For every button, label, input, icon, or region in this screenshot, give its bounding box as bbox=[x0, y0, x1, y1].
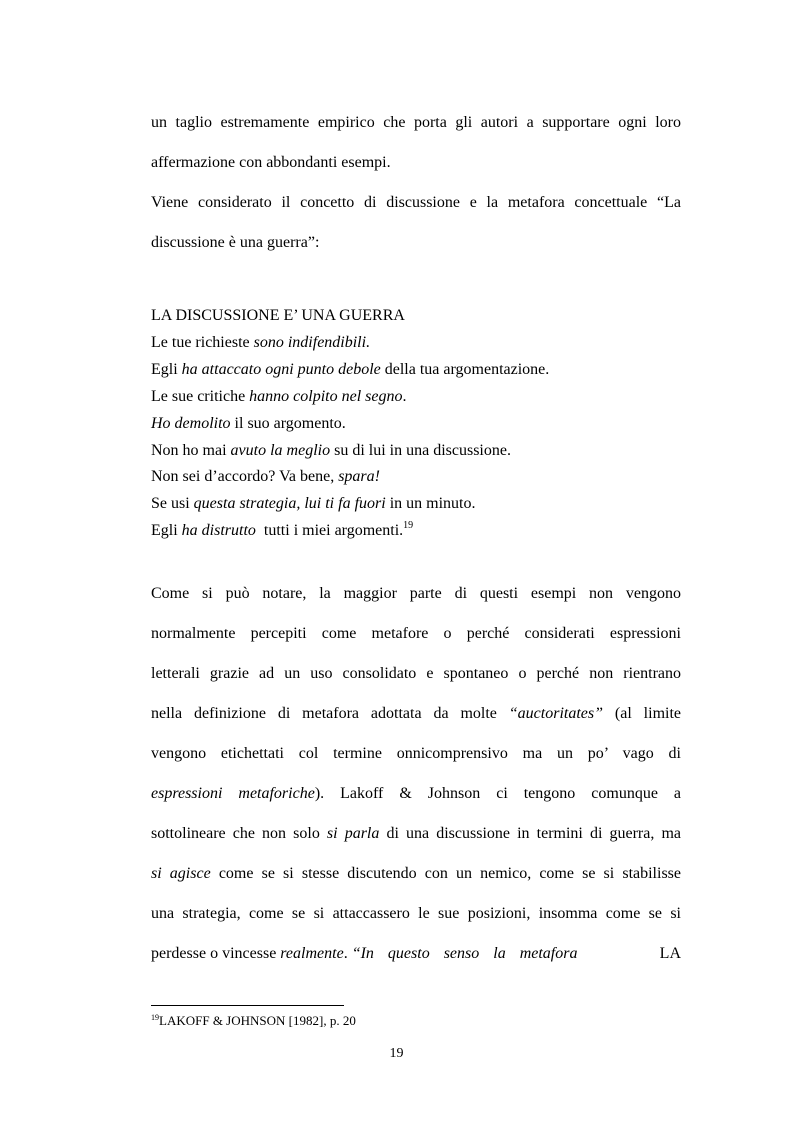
example-line: Le sue critiche hanno colpito nel segno. bbox=[151, 388, 407, 405]
document-page: un taglio estremamente empirico che porta gli autori a supportare ogni loro affermazione con abbondanti esempi. Viene considerato il concetto di discussione e la metafora concettuale “La discussione è una guerra”: LA DISCUSSIONE E’ UNA GUERRA Le tue richieste sono indifendibili. Egli ha attaccato ogni punto debole della tua argomentazione. Le sue critiche hanno colpito nel segno. Ho demolito il suo argomento. Non ho mai avuto la meglio su di lui in una discussione. Non sei d’accordo? Va bene, spara! Se usi questa strategia, lui ti fa fuori in un minuto. Egli ha distrutto tutti i miei argomenti.$^{19}$ Come si può notare, la maggior parte di questi esempi non vengono normalmente percepiti come metafore o perché considerati espressioni letterali grazie ad un uso consolidato e spontaneo o perché non rientrano nella definizione di metafora adottata da molte “auctoritates” (al limite vengono etichettati col termine onnicomprensivo ma un po’ vago di espressioni metaforiche). Lakoff & Johnson ci tengono comunque a sottolineare che non solo si parla di una discussione in termini di guerra, ma si agisce come se si stesse discutendo con un nemico, come se si stabilisse una strategia, come se si attaccassero le sue posizioni, insomma come se si perdesse o vincesse realmente. “In questo senso la metafora LA $^{19}$LAKOFF & JOHNSON [1982], p. 20 19 bbox=[0, 0, 793, 1123]
paragraph-line: normalmente percepiti come metafore o perché considerati espressioni bbox=[151, 625, 681, 642]
paragraph-line: Come si può notare, la maggior parte di questi esempi non vengono bbox=[151, 585, 681, 602]
example-line: Se usi questa strategia, lui ti fa fuori in un minuto. bbox=[151, 495, 476, 512]
example-line: Egli ha attaccato ogni punto debole della tua argomentazione. bbox=[151, 361, 550, 378]
footnote-number: 19 bbox=[151, 1013, 159, 1022]
example-line: Non ho mai avuto la meglio su di lui in una discussione. bbox=[151, 442, 511, 459]
paragraph-line: espressioni metaforiche). Lakoff & Johnson ci tengono comunque a bbox=[151, 785, 682, 802]
paragraph-line: discussione è una guerra”: bbox=[151, 234, 320, 251]
footnote-reference[interactable]: 19 bbox=[403, 520, 414, 531]
paragraph-line: letterali grazie ad un uso consolidato e spontaneo o perché non rientrano bbox=[151, 665, 681, 682]
footnote bbox=[151, 1013, 356, 1029]
paragraph-line: sottolineare che non solo si parla di una discussione in termini di guerra, ma bbox=[151, 825, 682, 842]
paragraph-line: vengono etichettati col termine onnicomprensivo ma un po’ vago di bbox=[151, 745, 681, 762]
example-line: Le tue richieste sono indifendibili. bbox=[151, 334, 371, 351]
page-number: 19 bbox=[389, 1046, 404, 1061]
footnote-text: LAKOFF & JOHNSON [1982], p. 20 bbox=[159, 1013, 356, 1028]
example-line: Ho demolito il suo argomento. bbox=[151, 415, 346, 432]
example-line: Egli ha distrutto tutti i miei argomenti.$^{19}$ bbox=[151, 520, 414, 539]
example-line: Non sei d’accordo? Va bene, spara! bbox=[151, 468, 380, 485]
metaphor-heading: LA DISCUSSIONE E’ UNA GUERRA bbox=[151, 307, 405, 324]
paragraph-line: si agisce come se si stesse discutendo con un nemico, come se si stabilisse bbox=[151, 865, 682, 882]
paragraph-line: una strategia, come se si attaccassero le sue posizioni, insomma come se si bbox=[151, 905, 681, 922]
paragraph-line: un taglio estremamente empirico che porta gli autori a supportare ogni loro bbox=[151, 114, 681, 131]
paragraph-line: Viene considerato il concetto di discussione e la metafora concettuale “La bbox=[151, 194, 681, 211]
paragraph-line: nella definizione di metafora adottata da molte “auctoritates” (al limite bbox=[151, 705, 681, 722]
paragraph-line: affermazione con abbondanti esempi. bbox=[151, 154, 391, 171]
footnote-separator bbox=[151, 1005, 344, 1006]
